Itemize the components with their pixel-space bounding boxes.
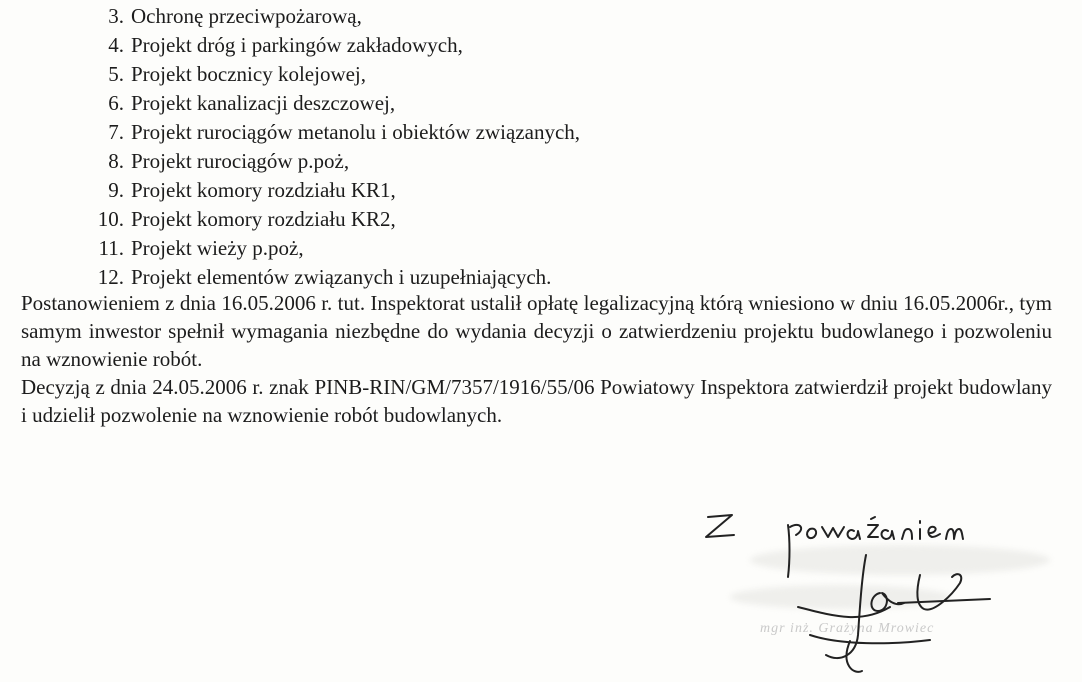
list-item: [0, 205, 1082, 234]
list-item-number: 3.: [108, 4, 124, 28]
list-item-number: 7.: [108, 120, 124, 144]
list-item-text: Ochronę przeciwpożarową,: [131, 4, 362, 28]
list-item-text: Projekt bocznicy kolejowej,: [131, 62, 367, 86]
list-item: [0, 60, 1082, 89]
list-item-number: 12.: [97, 265, 124, 289]
list-item: [0, 89, 1082, 118]
list-item-text: Projekt rurociągów metanolu i obiektów związanych,: [131, 120, 581, 144]
list-item: [0, 2, 1082, 31]
list-item-text: Projekt komory rozdziału KR2,: [131, 207, 396, 231]
stamp-text: mgr inż. Grażyna Mrowiec: [760, 621, 935, 636]
list-item-text: Projekt rurociągów p.poż,: [131, 149, 350, 173]
list-item-text: Projekt elementów związanych i uzupełniających.: [131, 265, 552, 289]
list-item-number: 9.: [108, 178, 124, 202]
list-item-text: Projekt dróg i parkingów zakładowych,: [131, 33, 463, 57]
list-item-number: 10.: [97, 207, 124, 231]
list-item-number: 11.: [98, 236, 124, 260]
list-item-number: 6.: [108, 91, 124, 115]
numbered-list: [0, 2, 1082, 292]
list-item-text: Projekt komory rozdziału KR1,: [131, 178, 396, 202]
list-item-text: Projekt kanalizacji deszczowej,: [131, 91, 396, 115]
handwritten-signature-image: [690, 495, 1070, 682]
paragraph-decision: Decyzją z dnia 24.05.2006 r. znak PINB-RIN/GM/7357/1916/55/06 Powiatowy Inspektora zatwierdził projekt budowlany i udzielił pozwolenie na wznowienie robót budowlanych.: [21, 375, 1052, 427]
list-item: [0, 118, 1082, 147]
list-item: [0, 31, 1082, 60]
list-item-text: Projekt wieży p.poż,: [131, 236, 304, 260]
paragraph-legalization-fee: Postanowieniem z dnia 16.05.2006 r. tut. Inspektorat ustalił opłatę legalizacyjną którą wniesiono w dniu 16.05.2006r., tym samym inwestor spełnił wymagania niezbędne do wydania decyzji o zatwierdzeniu projektu budowlanego i pozwoleniu na wznowienie robót.: [21, 291, 1052, 371]
signature-block: [690, 495, 1070, 682]
list-item-number: 8.: [108, 149, 124, 173]
list-item: [0, 147, 1082, 176]
list-item: [0, 263, 1082, 292]
list-item-number: 4.: [108, 33, 124, 57]
list-item: [0, 234, 1082, 263]
list-item-number: 5.: [108, 62, 124, 86]
list-item: [0, 176, 1082, 205]
